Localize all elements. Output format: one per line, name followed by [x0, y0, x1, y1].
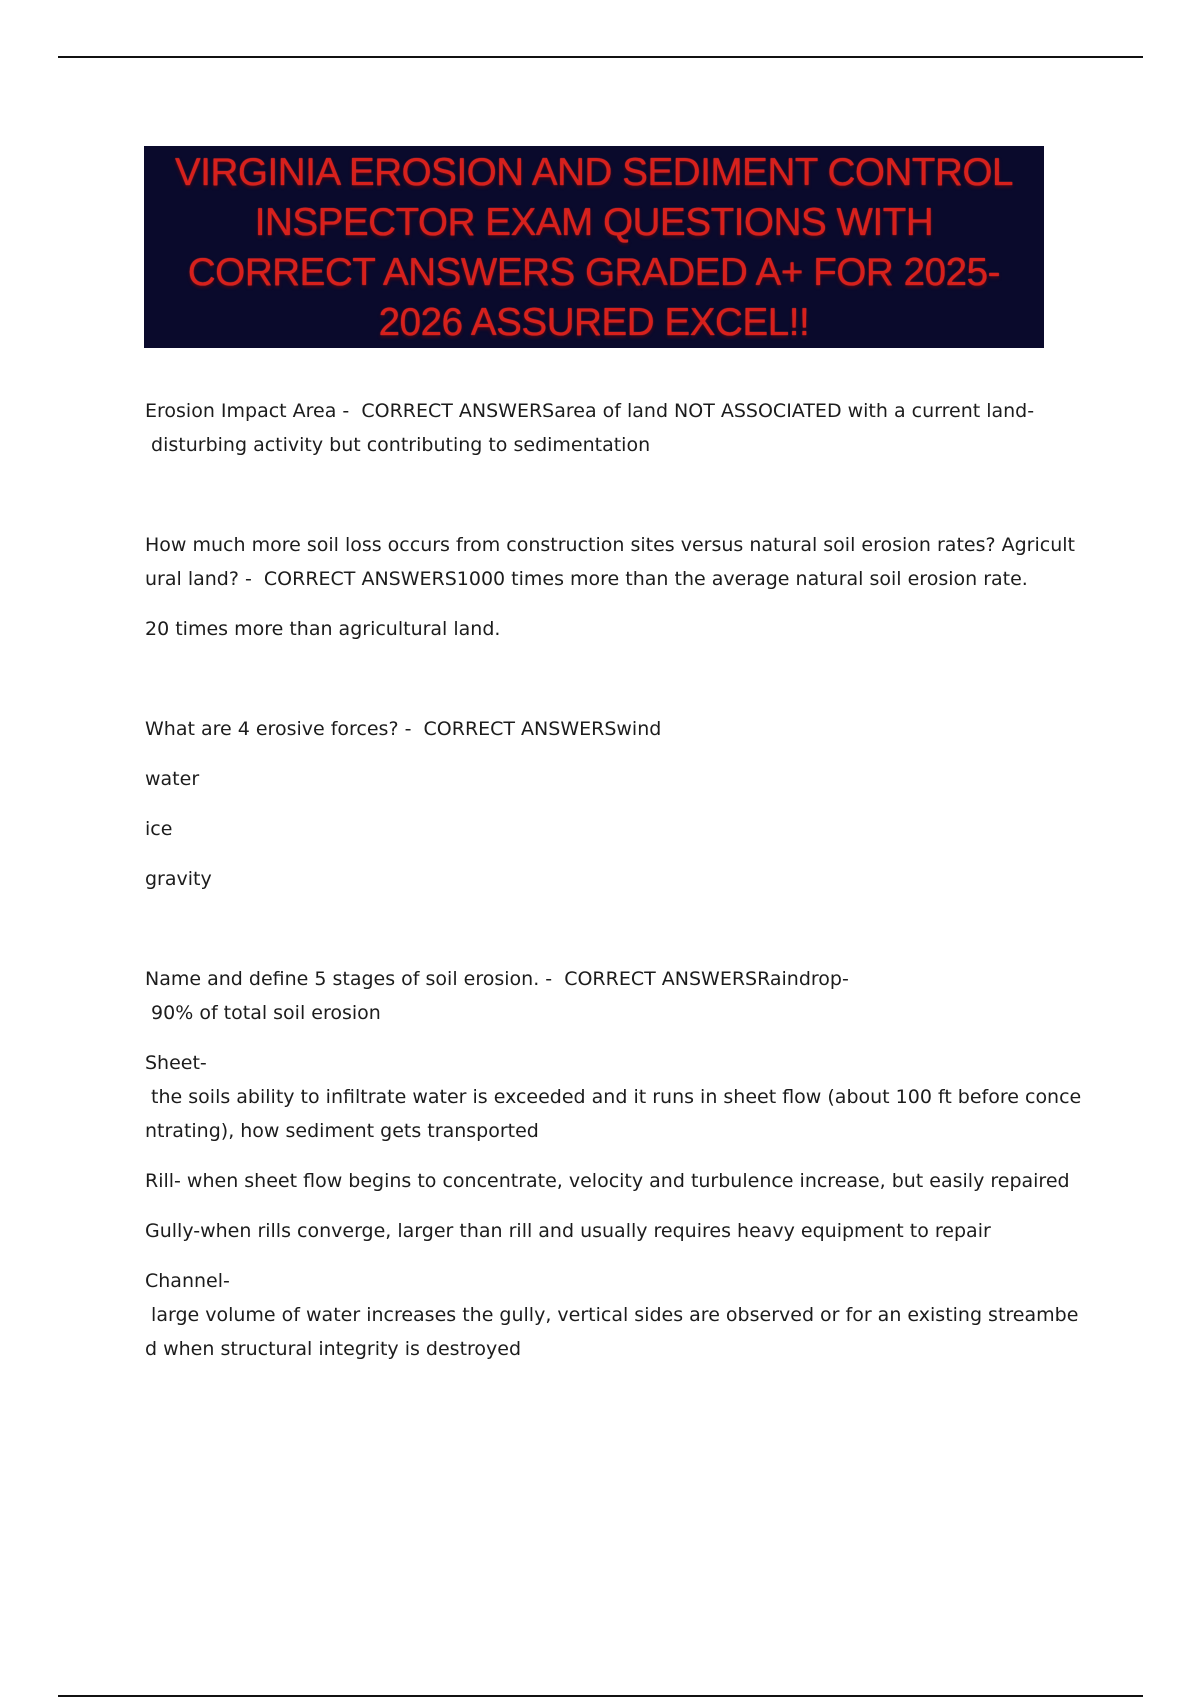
answer-line: Sheet- [145, 1052, 207, 1074]
top-rule [58, 56, 1143, 58]
title-line: VIRGINIA EROSION AND SEDIMENT CONTROL [174, 151, 1014, 194]
answer-line: Rill- when sheet flow begins to concentrate, velocity and turbulence increase, but easily repaired [145, 1170, 1070, 1192]
answer-line: large volume of water increases the gully, vertical sides are observed or for an existing streambe [145, 1304, 1079, 1326]
answer-line: ntrating), how sediment gets transported [145, 1120, 539, 1142]
answer-paragraph: 20 times more than agricultural land. [145, 618, 501, 640]
qa-item [145, 528, 1095, 646]
answer-paragraph: ice [145, 818, 173, 840]
question-line: Name and define 5 stages of soil erosion. - CORRECT ANSWERSRaindrop- [145, 968, 849, 990]
answer-line: d when structural integrity is destroyed [145, 1338, 522, 1360]
answer-line: 90% of total soil erosion [145, 1002, 381, 1024]
title-banner [144, 146, 1044, 348]
answer-line: Gully-when rills converge, larger than rill and usually requires heavy equipment to repair [145, 1220, 991, 1242]
answer-paragraph: water [145, 768, 200, 790]
bottom-rule [58, 1695, 1143, 1697]
title-line: CORRECT ANSWERS GRADED A+ FOR 2025- [187, 251, 1001, 294]
qa-item [145, 962, 1095, 1366]
answer-line: the soils ability to infiltrate water is exceeded and it runs in sheet flow (about 100 ft before conce [145, 1086, 1082, 1108]
question-line: What are 4 erosive forces? - CORRECT ANSWERSwind [145, 718, 662, 740]
answer-line: Channel- [145, 1270, 230, 1292]
qa-item [145, 394, 1095, 462]
document-title [144, 148, 1044, 348]
document-body [145, 394, 1095, 1366]
answer-line: ural land? - CORRECT ANSWERS1000 times more than the average natural soil erosion rate. [145, 568, 1028, 590]
answer-paragraph: gravity [145, 868, 212, 890]
question-line: How much more soil loss occurs from construction sites versus natural soil erosion rates? Agricult [145, 534, 1075, 556]
answer-line: disturbing activity but contributing to sedimentation [145, 434, 651, 456]
question-line: Erosion Impact Area - CORRECT ANSWERSarea of land NOT ASSOCIATED with a current land- [145, 400, 1035, 422]
title-line: INSPECTOR EXAM QUESTIONS WITH [254, 201, 934, 244]
qa-item [145, 712, 1095, 896]
title-line: 2026 ASSURED EXCEL!! [378, 301, 810, 344]
